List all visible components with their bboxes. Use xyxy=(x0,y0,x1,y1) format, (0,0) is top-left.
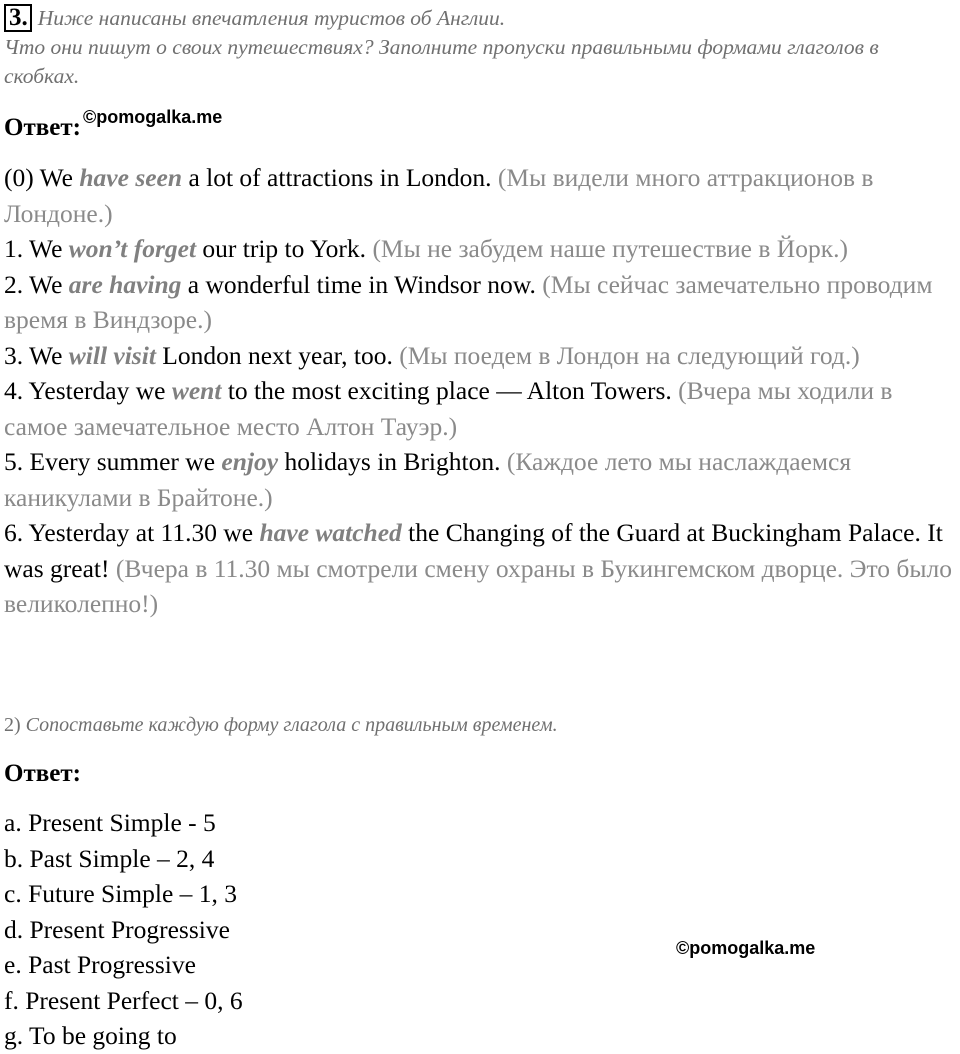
item-text: 6. Yesterday at 11.30 we xyxy=(4,518,260,547)
item-text: 2. We xyxy=(4,269,69,299)
answer-label xyxy=(4,107,223,142)
answer-item-4 xyxy=(4,373,960,444)
part2-text: Сопоставьте каждую форму глагола с правильным временем. xyxy=(25,714,558,736)
tense-list xyxy=(4,805,243,1054)
tense-item: g. To be going to xyxy=(4,1021,177,1050)
item-translation: (Мы видели много аттракционов в Лондоне.) xyxy=(4,163,874,228)
item-text: a lot of attractions in London. xyxy=(182,163,498,192)
watermark-bottom: ©pomogalka.me xyxy=(676,938,816,958)
item-text: our trip to York. xyxy=(196,234,373,263)
answer-item-5 xyxy=(4,444,960,515)
item-verb: went xyxy=(171,376,222,405)
item-text: holidays in Brighton. xyxy=(278,447,507,476)
item-verb: are having xyxy=(68,269,182,299)
answer-item-1 xyxy=(4,231,960,267)
item-translation: (Мы не забудем наше путешествие в Йорк.) xyxy=(372,234,848,263)
item-translation: (Вчера мы ходили в самое замечательное место Алтон Тауэр.) xyxy=(4,376,893,441)
item-text: 4. Yesterday we xyxy=(4,376,172,405)
answer-item-3 xyxy=(4,338,960,374)
tense-item: d. Present Progressive xyxy=(4,914,230,944)
tense-item: f. Present Perfect – 0, 6 xyxy=(4,985,243,1015)
task-instruction-line1: Ниже написаны впечатления туристов об Англии. xyxy=(37,6,506,30)
item-text: to the most exciting place — Alton Towers. xyxy=(221,376,679,405)
tense-item: b. Past Simple – 2, 4 xyxy=(4,843,215,873)
item-verb: won’t forget xyxy=(68,234,197,263)
task-number: 3. xyxy=(4,4,32,32)
item-verb: will visit xyxy=(68,340,156,370)
item-translation: (Мы сейчас замечательно проводим время в Виндзоре.) xyxy=(4,269,933,334)
tense-item: a. Present Simple - 5 xyxy=(4,808,216,837)
item-text: the Changing of the Guard at Buckingham Palace. It was great! xyxy=(4,518,943,583)
task-instruction-line2: Что они пишут о своих путешествиях? Заполните пропуски правильными формами глаголов в скобках. xyxy=(4,35,879,88)
part2-instruction xyxy=(4,714,558,737)
item-text: London next year, too. xyxy=(155,340,400,370)
watermark-top: ©pomogalka.me xyxy=(82,107,223,127)
answer-label-2: Ответ: xyxy=(4,760,81,787)
answer-item-2 xyxy=(4,267,960,338)
item-text: a wonderful time in Windsor now. xyxy=(181,269,543,299)
answer-list xyxy=(4,160,960,622)
item-verb: have seen xyxy=(79,163,183,192)
tense-item: c. Future Simple – 1, 3 xyxy=(4,879,238,908)
item-text: 5. Every summer we xyxy=(4,447,222,476)
item-translation: (Вчера в 11.30 мы смотрели смену охраны в Букингемском дворце. Это было великолепно!) xyxy=(4,553,952,618)
task-header xyxy=(4,4,954,91)
answer-label-text: Ответ: xyxy=(4,114,81,141)
tense-item: e. Past Progressive xyxy=(4,950,196,979)
item-text: (0) We xyxy=(4,163,80,192)
item-verb: have watched xyxy=(259,518,402,547)
answer-item-0 xyxy=(4,160,960,231)
item-translation: (Мы поедем в Лондон на следующий год.) xyxy=(399,340,860,370)
part2-number: 2) xyxy=(4,714,21,736)
answer-item-6 xyxy=(4,515,960,622)
item-verb: enjoy xyxy=(221,447,279,476)
item-text: 1. We xyxy=(4,234,69,263)
item-translation: (Каждое лето мы наслаждаемся каникулами в Брайтоне.) xyxy=(4,447,852,512)
item-text: 3. We xyxy=(4,340,69,370)
